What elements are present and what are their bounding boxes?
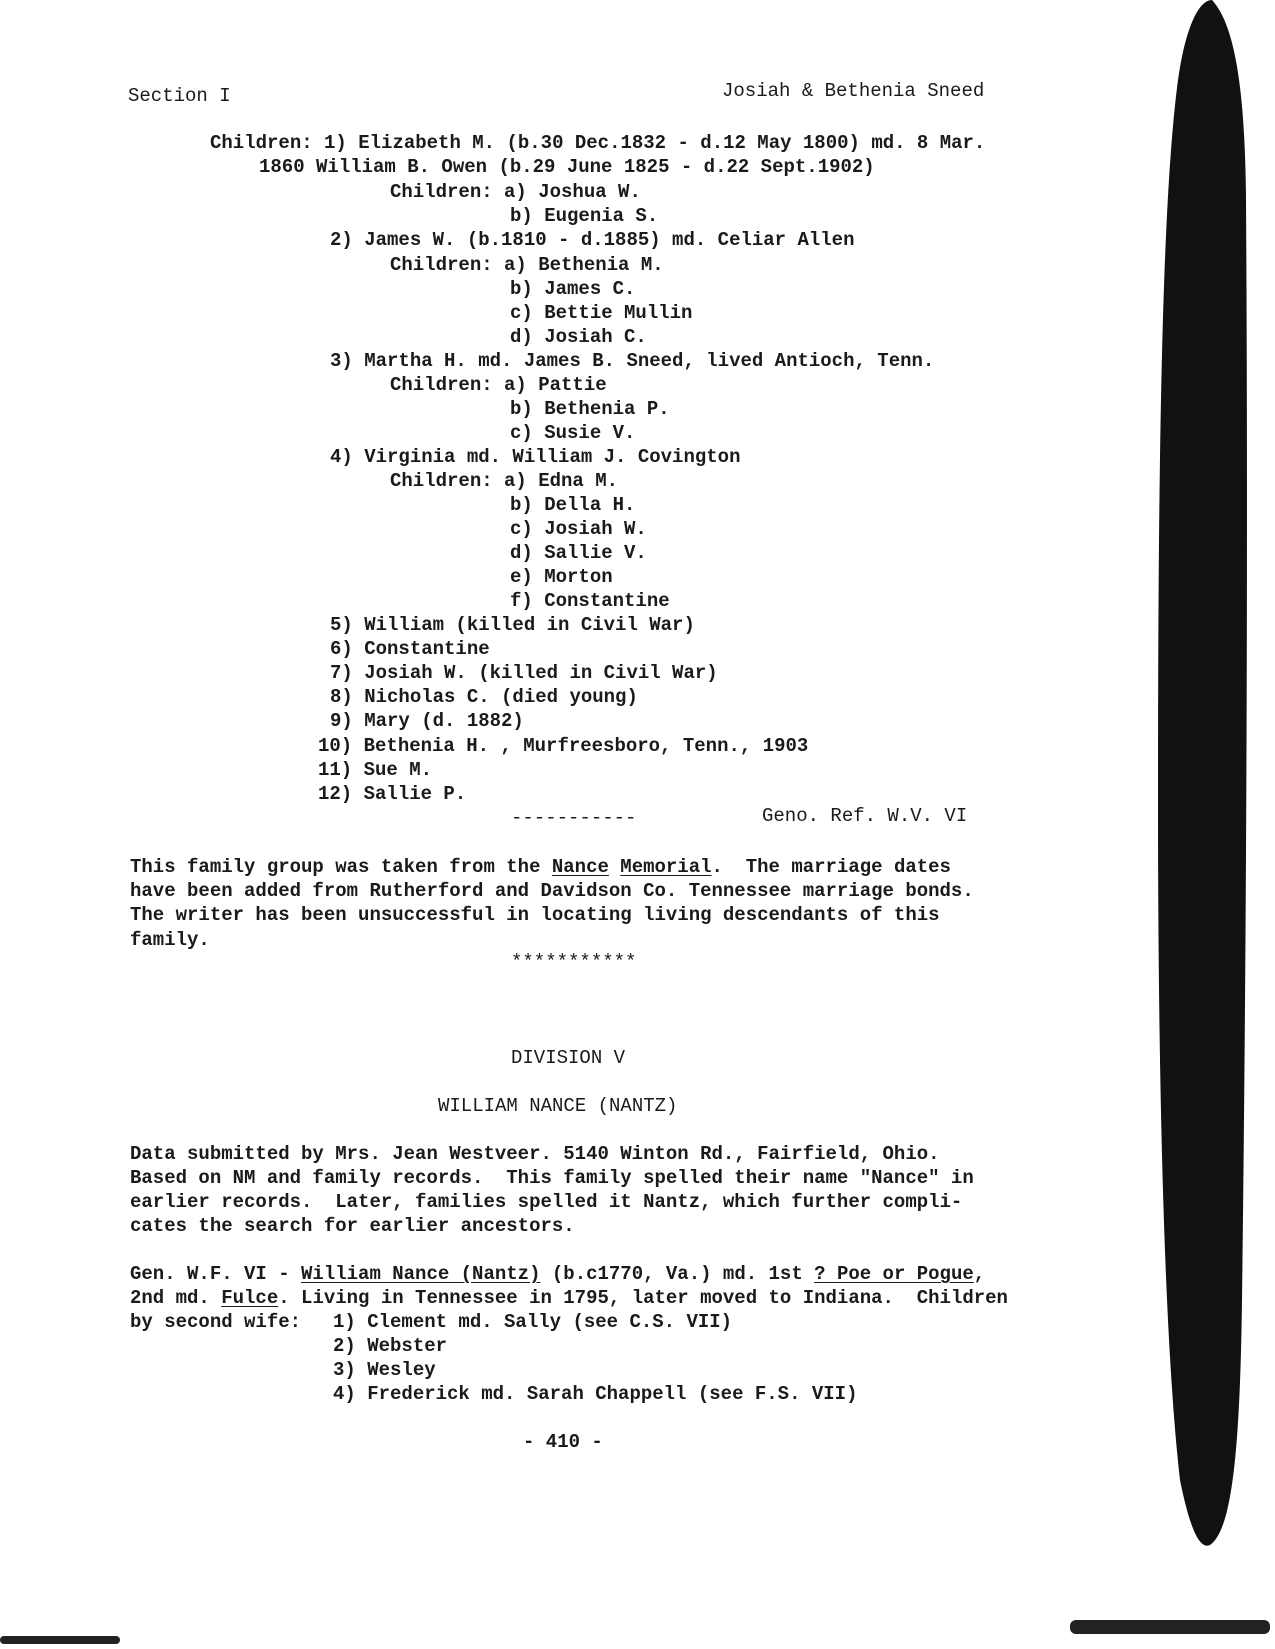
note-line-4: family. [130, 929, 210, 951]
section-label: Section I [128, 85, 231, 107]
note-line-2: have been added from Rutherford and Davidson Co. Tennessee marriage bonds. [130, 880, 974, 902]
child-1-kids: Children: a) Joshua W. [390, 181, 641, 203]
child-3-kid-b: b) Bethenia P. [510, 398, 670, 420]
gen-line-2 [130, 1286, 1008, 1310]
scan-edge-shadow [1150, 0, 1270, 1649]
child-2-kid-c: c) Bettie Mullin [510, 302, 693, 324]
child-1-line-2: 1860 William B. Owen (b.29 June 1825 - d.22 Sept.1902) [259, 156, 875, 178]
note-line-3: The writer has been unsuccessful in locating living descendants of this [130, 904, 940, 926]
child-1-line-1 [210, 131, 985, 155]
child-4-kid-c: c) Josiah W. [510, 518, 647, 540]
division-heading: DIVISION V [511, 1047, 626, 1069]
gen-first-wife: ? Poe or Pogue [814, 1263, 974, 1285]
child-2-kid-d: d) Josiah C. [510, 326, 647, 348]
gen-line2-end: . Living in Tennessee in 1795, later moved to Indiana. Children [278, 1287, 1008, 1309]
child-3-kids: Children: a) Pattie [390, 374, 607, 396]
note-line-1 [130, 855, 951, 879]
geno-ref: Geno. Ref. W.V. VI [762, 805, 968, 827]
note-start: This family group was taken from the [130, 856, 552, 878]
child-1-text: Elizabeth M. (b.30 Dec.1832 - d.12 May 1800) md. 8 Mar. [358, 132, 986, 154]
child-1-kid-b: b) Eugenia S. [510, 205, 659, 227]
gen-prefix: Gen. W.F. VI - [130, 1263, 302, 1285]
page-number: - 410 - [523, 1431, 603, 1453]
nance-word: Nance [551, 856, 609, 878]
scan-smudge [1070, 1620, 1270, 1634]
data-line-4: cates the search for earlier ancestors. [130, 1215, 575, 1237]
child-2-kid-b: b) James C. [510, 278, 636, 300]
children-label: Children: 1) [210, 132, 359, 154]
child-12: 12) Sallie P. [318, 783, 467, 805]
gen-mid: (b.c1770, Va.) md. 1st [540, 1263, 815, 1285]
child-11: 11) Sue M. [318, 759, 433, 781]
gen-kid-3: 3) Wesley [333, 1359, 436, 1381]
child-3-kid-c: c) Susie V. [510, 422, 636, 444]
gen-kid-1: 1) Clement md. Sally (see C.S. VII) [333, 1311, 733, 1333]
gen-line-1 [130, 1262, 985, 1286]
gen-line2-start: 2nd md. [130, 1287, 222, 1309]
child-8: 8) Nicholas C. (died young) [330, 686, 638, 708]
child-4-kids: Children: a) Edna M. [390, 470, 619, 492]
data-line-1: Data submitted by Mrs. Jean Westveer. 5140 Winton Rd., Fairfield, Ohio. [130, 1143, 940, 1165]
family-heading: Josiah & Bethenia Sneed [722, 80, 985, 102]
child-4-kid-f: f) Constantine [510, 590, 670, 612]
scan-smudge-left [0, 1636, 120, 1644]
child-4-kid-b: b) Della H. [510, 494, 636, 516]
memorial-word: Memorial [620, 856, 712, 878]
gen-name: William Nance (Nantz) [301, 1263, 541, 1285]
data-line-3: earlier records. Later, families spelled it Nantz, which further compli- [130, 1191, 963, 1213]
note-end: . The marriage dates [711, 856, 951, 878]
child-5: 5) William (killed in Civil War) [330, 614, 695, 636]
stars-divider: *********** [511, 951, 637, 973]
gen-second-wife: Fulce [221, 1287, 279, 1309]
gen-comma: , [973, 1263, 986, 1285]
divider-dashes: ----------- [511, 807, 637, 829]
gen-kid-4: 4) Frederick md. Sarah Chappell (see F.S. VII) [333, 1383, 858, 1405]
child-2-line: 2) James W. (b.1810 - d.1885) md. Celiar Allen [330, 229, 855, 251]
child-4-kid-d: d) Sallie V. [510, 542, 647, 564]
gen-kid-2: 2) Webster [333, 1335, 448, 1357]
child-4-line: 4) Virginia md. William J. Covington [330, 446, 741, 468]
child-2-kids: Children: a) Bethenia M. [390, 254, 664, 276]
child-7: 7) Josiah W. (killed in Civil War) [330, 662, 718, 684]
child-4-kid-e: e) Morton [510, 566, 613, 588]
division-title: WILLIAM NANCE (NANTZ) [438, 1095, 678, 1117]
gen-line-3-label: by second wife: [130, 1311, 302, 1333]
child-10: 10) Bethenia H. , Murfreesboro, Tenn., 1903 [318, 735, 809, 757]
child-6: 6) Constantine [330, 638, 490, 660]
data-line-2: Based on NM and family records. This family spelled their name "Nance" in [130, 1167, 974, 1189]
child-3-line: 3) Martha H. md. James B. Sneed, lived Antioch, Tenn. [330, 350, 935, 372]
child-9: 9) Mary (d. 1882) [330, 710, 524, 732]
